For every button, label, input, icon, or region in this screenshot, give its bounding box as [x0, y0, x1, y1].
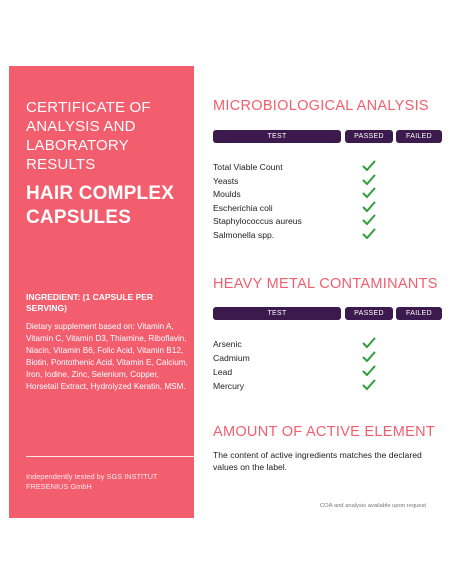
active-element-text: The content of active ingredients matches the declared values on the label. [213, 450, 422, 472]
checkmark-icon [362, 365, 376, 377]
checkmark-icon [362, 228, 376, 240]
ingredient-heading: INGREDIENT: (1 CAPSULE PER SERVING) [26, 292, 154, 313]
checkmark-icon [362, 187, 376, 199]
microbio-failed-header: FAILED [396, 130, 442, 143]
footnote: COA and analysis available upon request [320, 503, 427, 509]
metals-row-label: Mercury [213, 381, 245, 391]
ingredient-text: Dietary supplement based on: Vitamin A, Vitamin C, Vitamin D3, Thiamine, Riboflavin, Niacin, Vitamin B6, Folic Acid, Vitamin B12, Biotin, Pontothenic Acid, Vitamin E, Calcium, Iron, Iodine, Zinc, Selenium, Copper, Horsetail Extract, Hydrolyzed Keratin, MSM. [26, 322, 188, 391]
checkmark-icon [362, 201, 376, 213]
microbio-row-label: Salmonella spp. [213, 229, 275, 240]
product-title: HAIR COMPLEX CAPSULES [26, 183, 175, 228]
checkmark-icon [362, 174, 376, 186]
heavy-metal-contaminants-title: HEAVY METAL CONTAMINANTS [213, 276, 438, 292]
checkmark-icon [362, 351, 376, 363]
metals-row-label: Lead [213, 367, 233, 377]
certificate-panel [9, 66, 194, 518]
checkmark-icon [362, 214, 376, 226]
panel-divider [26, 456, 194, 457]
metals-row-label: Arsenic [213, 339, 242, 349]
metals-test-header: TEST [213, 307, 341, 320]
microbio-row-label: Escherichia coli [213, 202, 273, 213]
tested-by-text: Independently tested by SGS INSTITUT FRESENIUS GmbH [26, 472, 158, 491]
metals-passed-header: PASSED [345, 307, 393, 320]
microbio-row-label: Total Viable Count [213, 162, 283, 172]
certificate-title: CERTIFICATE OF ANALYSIS AND LABORATORY RESULTS [26, 99, 151, 173]
microbio-row-label: Yeasts [213, 175, 239, 186]
active-element-title: AMOUNT OF ACTIVE ELEMENT [213, 424, 436, 440]
microbio-test-header: TEST [213, 130, 341, 143]
metals-failed-header: FAILED [396, 307, 442, 320]
microbio-passed-header: PASSED [345, 130, 393, 143]
microbio-row-label: Moulds [213, 189, 241, 199]
checkmark-icon [362, 337, 376, 349]
microbio-row-label: Staphylococcus aureus [213, 216, 302, 226]
checkmark-icon [362, 160, 376, 172]
microbiological-analysis-title: MICROBIOLOGICAL ANALYSIS [213, 98, 429, 114]
metals-row-label: Cadmium [213, 353, 250, 363]
checkmark-icon [362, 379, 376, 391]
